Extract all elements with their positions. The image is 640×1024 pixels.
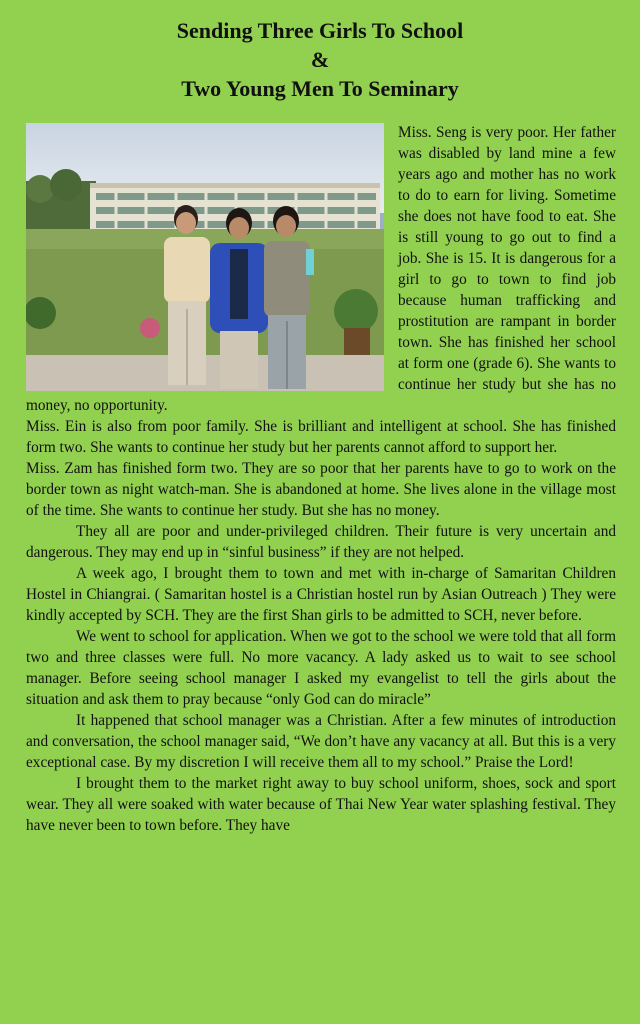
paragraph-underprivileged: They all are poor and under-privileged children. Their future is very uncertain and dangerous. They may end up in “sinful business” if they are not helped.	[26, 523, 616, 561]
title-line-1: Sending Three Girls To School	[176, 18, 464, 43]
paragraph-school-manager: It happened that school manager was a Christian. After a few minutes of introduction and conversation, the school manager said, “We don’t have any vacancy at all. But this is a very exceptional case. By my discretion I will receive them all to my school.” Praise the Lord!	[26, 712, 616, 771]
paragraph-samaritan-hostel: A week ago, I brought them to town and met with in-charge of Samaritan Children Hostel in Chiangrai. ( Samaritan hostel is a Christian hostel run by Asian Outreach ) They were kindly accepted by SCH. They are the first Shan girls to be admitted to SCH, never before.	[26, 565, 616, 624]
paragraph-school-application: We went to school for application. When we got to the school we were told that all form two and three classes were full. No more vacancy. A lady asked us to wait to see school manager. Before seeing school manager I asked my evangelist to tell the girls about the situation and ask them to pray because “only God can do miracle”	[26, 628, 616, 708]
photo-three-girls-icon	[26, 123, 384, 391]
document-body	[26, 122, 616, 836]
paragraph-zam: Miss. Zam has finished form two. They are so poor that her parents have to go to work on the border town as night watch-man. She is abandoned at home. She lives alone in the village most of the time. She wants to continue her study. But she has no money.	[26, 460, 616, 519]
paragraph-seng: Miss. Seng is very poor. Her father was disabled by land mine a few years ago and mother has no work to do to earn for living. Sometime she does not have food to eat. She is still young to go out to find a job. She is 15. It is dangerous for a girl to go to town to find job because human trafficking and prostitution are rampant in border town. She has finished her school at form one (grade 6). She wants to continue her study but she has no money, no opportunity.	[26, 124, 616, 414]
paragraph-market: I brought them to the market right away to buy school uniform, shoes, sock and sport wear. They all were soaked with water because of Thai New Year water splashing festival. They have never been to town before. They have	[26, 775, 616, 834]
document-title	[0, 0, 640, 103]
title-ampersand: &	[310, 47, 330, 72]
paragraph-ein: Miss. Ein is also from poor family. She is brilliant and intelligent at school. She has finished form two. She wants to continue her study but her parents cannot afford to support her.	[26, 418, 616, 456]
title-line-2: Two Young Men To Seminary	[181, 76, 459, 101]
